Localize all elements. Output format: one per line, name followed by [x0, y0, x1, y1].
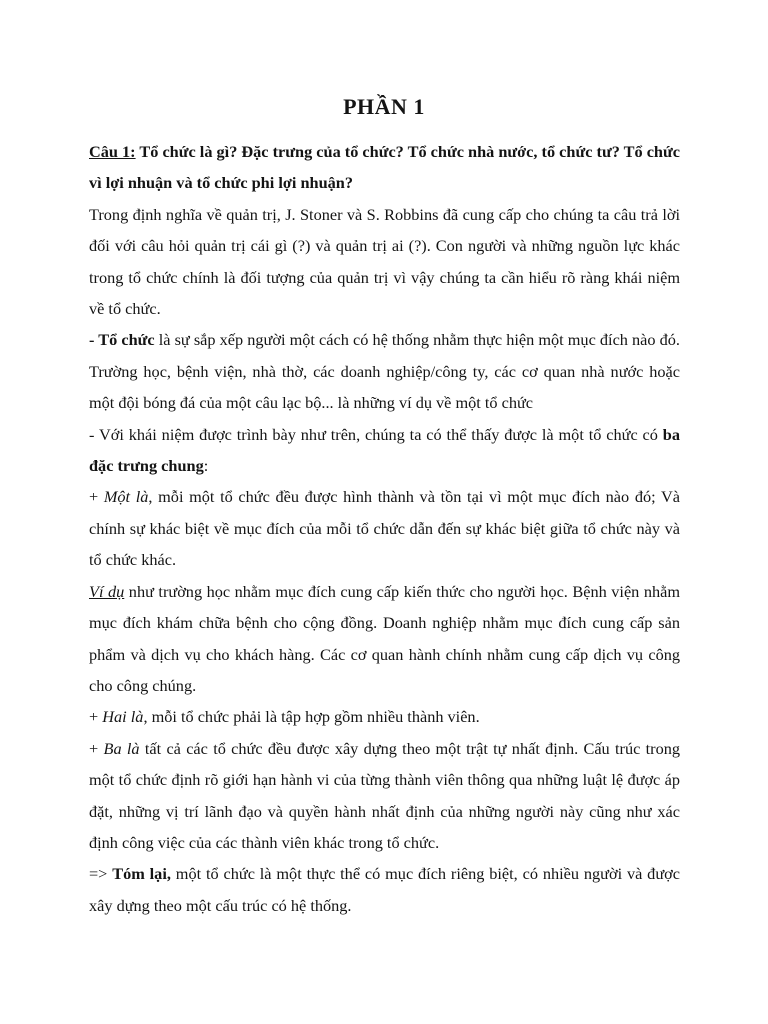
summary-text: một tổ chức là một thực thể có mục đích riêng biệt, có nhiều người và được xây dựng theo một cấu trúc có hệ thống.: [89, 864, 680, 915]
example-text: như trường học nhằm mục đích cung cấp kiến thức cho người học. Bệnh viện nhằm mục đích khám chữa bệnh cho cộng đồng. Doanh nghiệp nhằm mục đích cung cấp sản phẩm và dịch vụ cho khách hàng. Các cơ quan hành chính nhằm cung cấp dịch vụ công cho công chúng.: [89, 581, 681, 695]
features-intro-text: - Với khái niệm được trình bày như trên, chúng ta có thể thấy được là một tổ chức có: [89, 424, 663, 444]
point-two-prefix: +: [89, 707, 103, 727]
point-two-text: , mỗi tổ chức phải là tập hợp gồm nhiều thành viên.: [143, 707, 480, 727]
summary-label: Tóm lại,: [112, 864, 171, 884]
summary-arrow: =>: [89, 864, 113, 884]
question-text: Tổ chức là gì? Đặc trưng của tổ chức? Tổ chức nhà nước, tổ chức tư? Tổ chức vì lợi nhuận và tổ chức phi lợi nhuận?: [89, 142, 680, 193]
page-title: PHẦN 1: [343, 94, 425, 119]
example-paragraph: [89, 576, 680, 702]
example-label: Ví dụ: [89, 581, 125, 601]
point-three-text: tất cả các tổ chức đều được xây dựng theo một trật tự nhất định. Cấu trúc trong một tổ chức định rõ giới hạn hành vi của từng thành viên thông qua những luật lệ được áp đặt, những vị trí lãnh đạo và quyền hành nhất định của những người này cũng như xác định công việc của các thành viên khác trong tổ chức.: [89, 738, 680, 852]
features-intro-bold: ba đặc trưng chung: [89, 424, 680, 476]
point-three-paragraph: [89, 733, 680, 859]
definition-paragraph: [89, 324, 680, 418]
point-one-text: , mỗi một tổ chức đều được hình thành và tồn tại vì một mục đích nào đó; Và chính sự khác biệt về mục đích của mỗi tổ chức dẫn đến sự khác biệt giữa tổ chức này và tổ chức khác.: [89, 487, 680, 570]
question-paragraph: [89, 136, 680, 199]
features-intro-end: :: [203, 456, 209, 476]
features-intro-paragraph: [89, 419, 680, 482]
point-two-paragraph: [89, 701, 680, 732]
point-three-label: Ba là: [103, 738, 140, 758]
point-one-prefix: +: [89, 487, 104, 507]
intro-paragraph: Trong định nghĩa về quản trị, J. Stoner và S. Robbins đã cung cấp cho chúng ta câu trả lời đối với câu hỏi quản trị cái gì (?) và quản trị ai (?). Con người và những nguồn lực khác trong tổ chức chính là đối tượng của quản trị vì vậy chúng ta cần hiểu rõ ràng khái niệm về tổ chức.: [89, 204, 680, 319]
definition-text: là sự sắp xếp người một cách có hệ thống nhằm thực hiện một mục đích nào đó. Trường học, bệnh viện, nhà thờ, các doanh nghiệp/công ty, các cơ quan nhà nước hoặc một đội bóng đá của một câu lạc bộ... là những ví dụ về một tổ chức: [89, 330, 681, 413]
point-three-prefix: +: [89, 738, 104, 758]
point-one-paragraph: [89, 481, 680, 575]
summary-paragraph: [89, 858, 680, 921]
point-one-label: Một là: [103, 487, 149, 507]
document-body: [89, 136, 680, 921]
definition-term: - Tổ chức: [89, 330, 155, 350]
question-label: Câu 1:: [89, 142, 136, 161]
point-two-label: Hai là: [102, 707, 144, 727]
